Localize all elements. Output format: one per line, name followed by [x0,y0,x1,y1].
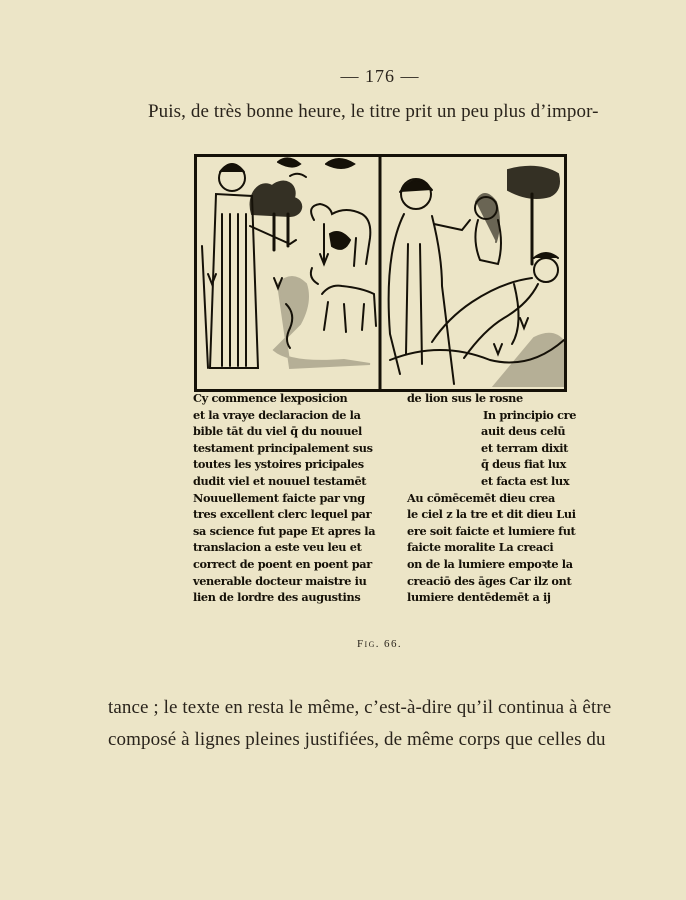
right-column-line: et terram dixit [481,440,569,455]
left-column-line: dudit viel et nouuel testamēt [193,473,367,488]
left-column-line: sa science fut pape Et apres la [193,523,376,538]
right-column-line: de lion sus le rosne [407,391,523,405]
left-column-line: translacion a este veu leu et [193,540,362,555]
left-column-line: testament principalement sus [193,440,373,455]
left-column-line: tres excellent clerc lequel par [193,507,372,522]
creation-of-eve-woodcut-icon [389,167,564,386]
body-text-line-2: tance ; le texte en resta le même, c’est-à-dire qu’il continua à être [108,697,612,718]
right-column-line: le ciel z la tre et dit dieu Lui [407,507,576,522]
left-column-line: Cy commence lexposicion [193,391,348,405]
page-number: — 176 — [340,66,420,86]
left-column-line: correct de poent en poent par [193,556,372,571]
left-column-line: et la vraye declaracion de la [193,407,361,422]
left-column-line: Nouuellement faicte par vng [193,490,365,505]
body-text-line-3: composé à lignes pleines justifiées, de même corps que celles du [108,729,606,750]
right-column-line: faicte moralite La creaci [407,540,554,555]
right-column-line: et facta est lux [481,473,570,488]
right-column-line: In principio cre [483,407,577,422]
left-column-line: bible tāt du viel q̄ du nouuel [193,424,362,439]
right-column-line: Au cōmēcemēt dieu crea [407,490,555,505]
right-column-line: ere soit faicte et lumiere fut [407,523,576,538]
left-column-line: toutes les ystoires pricipales [193,457,364,472]
right-column-line: auit deus celū [481,424,566,439]
right-column-line: on de la lumiere empoꝛte la [407,556,573,571]
left-text-column [193,390,375,606]
body-text-line-1: Puis, de très bonne heure, le titre prit un peu plus d’impor- [148,101,599,122]
figure-caption: Fig. 66. [357,638,403,650]
left-column-line: venerable docteur maistre iu [193,573,367,588]
woodcut-illustration [194,154,567,392]
left-column-line: lien de lordre des augustins [193,590,361,605]
right-text-column [407,390,576,606]
creation-of-animals-woodcut-icon [202,158,376,368]
right-column-line: q̄ deus fiat lux [481,457,567,472]
right-column-line: creaciō des āges Car ilz ont [407,573,572,588]
right-column-line: lumiere dentēdemēt a ij [407,590,551,605]
